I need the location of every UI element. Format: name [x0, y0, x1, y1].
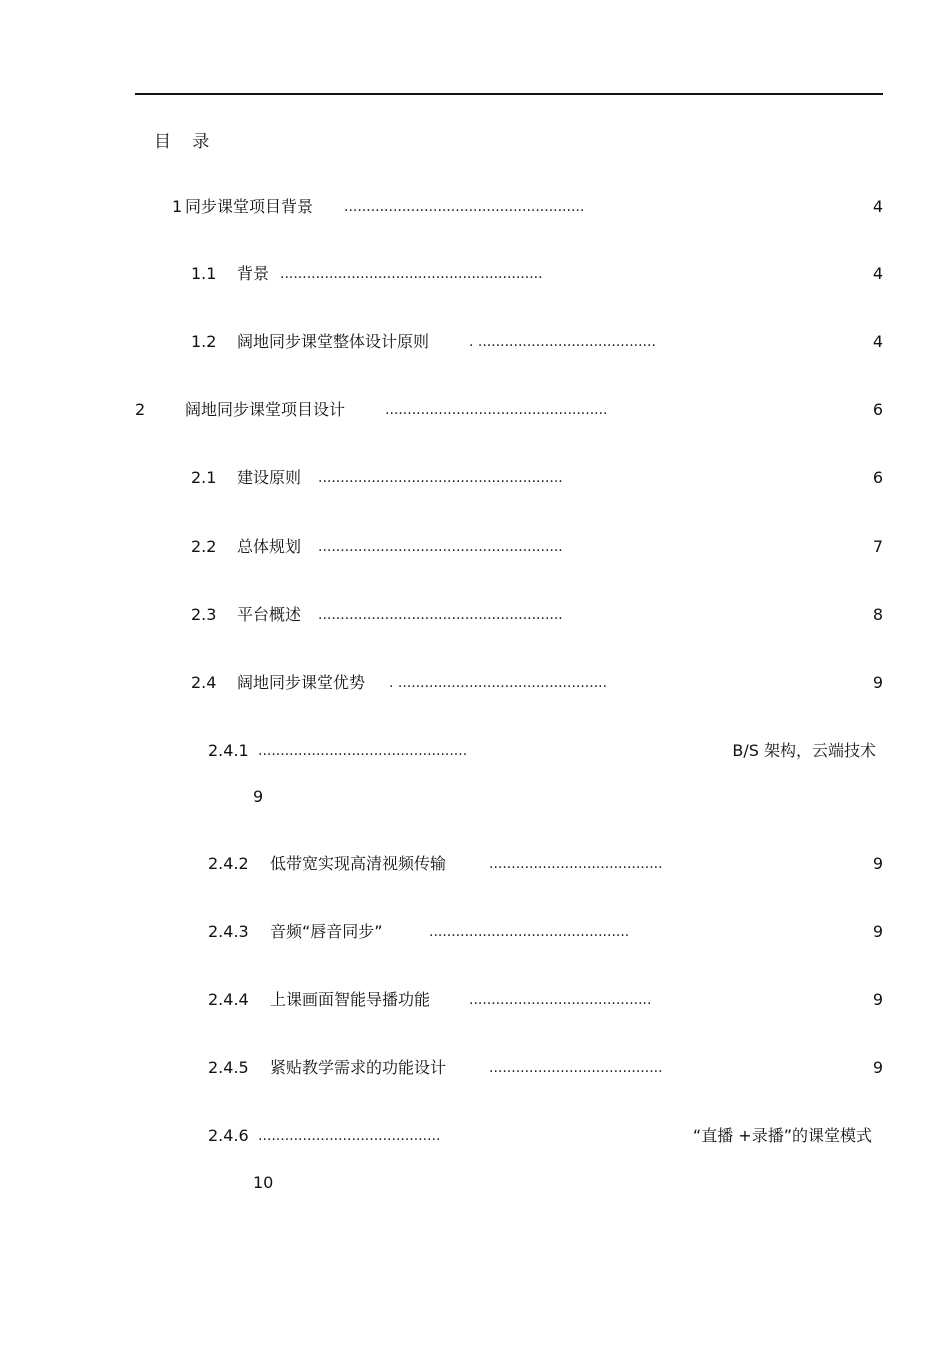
toc-entry-leader-dots: ............................................. — [429, 924, 630, 940]
toc-entry-leader-dots: ...................................................... — [344, 199, 585, 215]
toc-entry-number: 2.4 — [191, 673, 217, 692]
toc-entry-number: 2 — [135, 400, 146, 419]
toc-entry-number: 2.3 — [191, 605, 217, 624]
toc-entry-leader-dots: ....................................... — [489, 856, 663, 872]
toc-entry-page: 4 — [872, 264, 883, 283]
toc-entry-number: 2.4.4 — [208, 990, 249, 1009]
toc-entry-page: 7 — [872, 537, 883, 556]
toc-entry-page: 9 — [872, 1058, 883, 1077]
toc-entry-title: 同步课堂项目背景 — [185, 197, 314, 216]
toc-entry-number: 1.2 — [191, 332, 217, 351]
toc-entry[interactable] — [191, 263, 883, 285]
toc-entry[interactable] — [191, 536, 883, 558]
toc-entry-title: 上课画面智能导播功能 — [270, 990, 431, 1009]
toc-entry[interactable] — [208, 853, 883, 875]
toc-entry-title: 阔地同步课堂优势 — [237, 673, 366, 692]
toc-entry-page: 10 — [253, 1173, 274, 1192]
toc-entry-leader-dots: ....................................... — [489, 1060, 663, 1076]
toc-entry-leader-dots: ....................................................... — [318, 607, 563, 623]
toc-entry-number: 2.4.6 — [208, 1126, 249, 1145]
toc-entry-number: 2.1 — [191, 468, 217, 487]
top-rule — [135, 93, 883, 95]
toc-entry-leader-dots: ......................................... — [258, 1128, 441, 1144]
toc-entry-title: 紧贴教学需求的功能设计 — [270, 1058, 447, 1077]
toc-entry-leader-dots: ............................................... — [258, 743, 468, 759]
toc-entry-leader-dots: ......................................... — [469, 992, 652, 1008]
toc-entry-title: 平台概述 — [237, 605, 302, 624]
toc-entry-page: 6 — [872, 400, 883, 419]
toc-entry-leader-dots: ....................................................... — [318, 539, 563, 555]
toc-entry-page: 9 — [872, 673, 883, 692]
toc-entry-title: 阔地同步课堂项目设计 — [185, 400, 346, 419]
toc-entry-page: 9 — [872, 854, 883, 873]
toc-entry-page: 9 — [253, 787, 264, 806]
toc-entry-leader-dots: ....................................................... — [318, 470, 563, 486]
toc-entry-title: 建设原则 — [237, 468, 302, 487]
toc-entry-title: 背景 — [237, 264, 270, 283]
toc-entry-leader-dots: . ........................................ — [469, 334, 656, 350]
toc-entry-page: 4 — [872, 197, 883, 216]
toc-entry-page: 4 — [872, 332, 883, 351]
toc-entry-page: 9 — [872, 990, 883, 1009]
toc-entry[interactable] — [191, 604, 883, 626]
toc-entry-title: “直播 +录播”的课堂模式 — [692, 1126, 872, 1145]
toc-entry[interactable] — [191, 331, 883, 353]
toc-entry-number: 1.1 — [191, 264, 217, 283]
toc-entry-page: 9 — [872, 922, 883, 941]
toc-entry[interactable] — [191, 467, 883, 489]
toc-entry-page: 8 — [872, 605, 883, 624]
toc-entry-title: 音频“唇音同步” — [270, 922, 383, 941]
toc-entry-number: 1 — [172, 197, 183, 216]
toc-entry-number: 2.4.3 — [208, 922, 249, 941]
toc-entry[interactable] — [208, 1125, 872, 1147]
toc-entry[interactable] — [135, 399, 883, 421]
toc-entry-leader-dots: ........................................................... — [280, 266, 543, 282]
toc-entry-number: 2.2 — [191, 537, 217, 556]
toc-heading: 目 录 — [154, 132, 218, 152]
toc-entry[interactable] — [208, 989, 883, 1011]
toc-entry-leader-dots: .................................................. — [385, 402, 608, 418]
toc-entry[interactable] — [208, 921, 883, 943]
toc-entry[interactable] — [208, 740, 876, 762]
toc-entry-leader-dots: . ............................................... — [389, 675, 608, 691]
toc-entry-title: 低带宽实现高清视频传输 — [270, 854, 447, 873]
toc-entry-title: 总体规划 — [237, 537, 302, 556]
toc-entry-title: B/S 架构，云端技术 — [732, 741, 876, 760]
toc-entry[interactable] — [208, 1057, 883, 1079]
toc-entry[interactable] — [191, 672, 883, 694]
toc-entry-title: 阔地同步课堂整体设计原则 — [237, 332, 430, 351]
toc-entry-number: 2.4.1 — [208, 741, 249, 760]
toc-entry-number: 2.4.2 — [208, 854, 249, 873]
toc-entry-page: 6 — [872, 468, 883, 487]
toc-entry[interactable] — [172, 196, 883, 218]
toc-entry-number: 2.4.5 — [208, 1058, 249, 1077]
